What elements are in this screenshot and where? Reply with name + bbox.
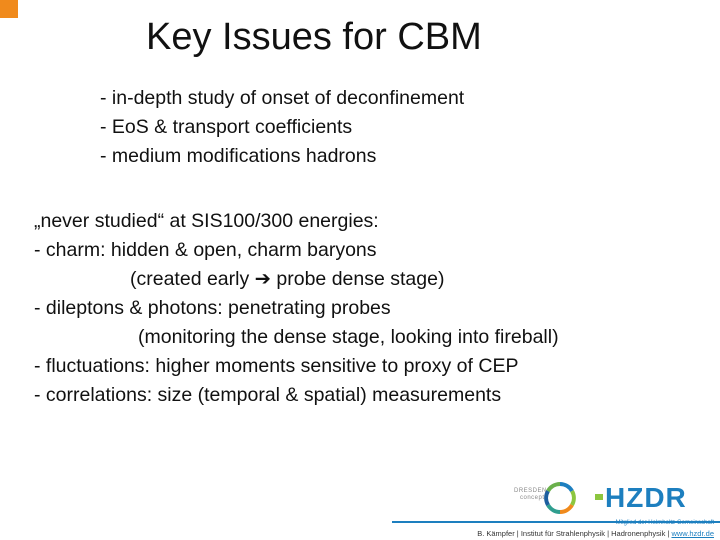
topic-charm: - charm: hidden & open, charm baryons [34,239,377,261]
topic-correlations: - correlations: size (temporal & spatial) measurements [34,384,502,406]
topic-charm-note [34,265,559,294]
dresden-line1: DRESDEN [514,488,547,494]
sis100-topics [34,207,559,410]
hzdr-website-link[interactable]: www.hzdr.de [671,529,714,538]
topics-intro: „never studied“ at SIS100/300 energies: [34,210,379,232]
charm-note-pre: (created early [130,268,255,290]
arrow-right-icon: ➔ [254,268,271,290]
dresden-concept-wordmark [514,488,547,502]
key-issues-list [100,84,464,171]
credit-text: B. Kämpfer | Institut für Strahlenphysik | Hadronenphysik | [477,529,672,538]
hzdr-logo [593,482,715,512]
charm-note-post: probe dense stage) [270,268,445,290]
footer-credit [477,529,714,539]
bullet-eos: - EoS & transport coefficients [100,116,353,138]
topic-fluctuations: - fluctuations: higher moments sensitive to proxy of CEP [34,355,519,377]
corner-accent-square [0,0,18,18]
topic-dileptons: - dileptons & photons: penetrating probes [34,297,391,319]
dresden-line2: concept [520,495,545,501]
helmholtz-membership: Mitglied der Helmholtz-Gemeinschaft [615,520,714,526]
bullet-deconfinement: - in-depth study of onset of deconfinement [100,87,465,109]
topic-dileptons-note: (monitoring the dense stage, looking into fireball) [138,326,559,348]
bullet-medium-modifications: - medium modifications hadrons [100,145,377,167]
slide-title: Key Issues for CBM [146,16,482,58]
hzdr-logo-text: HZDR [605,482,687,512]
